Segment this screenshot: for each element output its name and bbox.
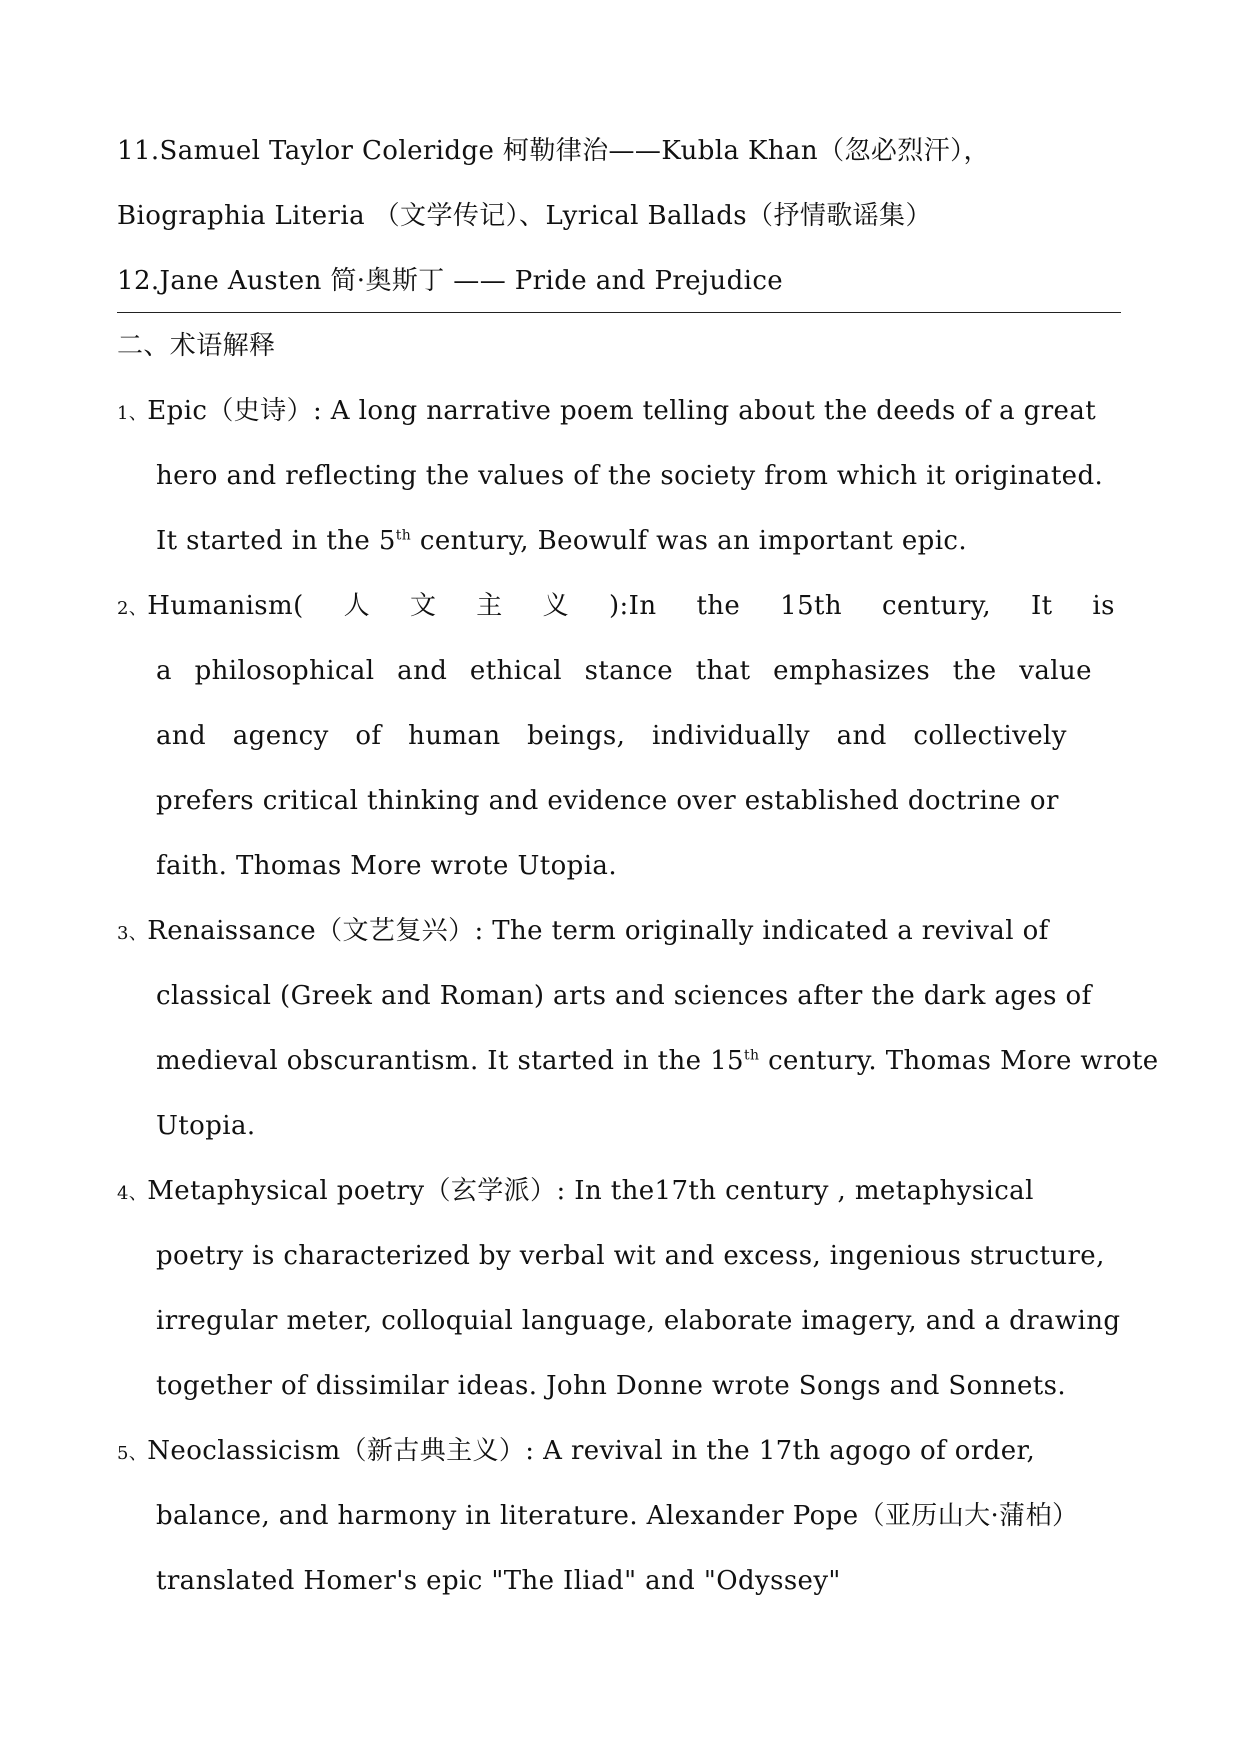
- section-title: 二、术语解释: [117, 331, 276, 361]
- term-humanism-line: faith. Thomas More wrote Utopia.: [156, 851, 617, 881]
- term-text: Renaissance（文艺复兴）: The term originally indicated a revival of: [147, 916, 1049, 946]
- work-item-11-line-1: 11.Samuel Taylor Coleridge 柯勒律治——Kubla Khan（忽必烈汗），: [117, 136, 990, 166]
- term-metaphysical-line: together of dissimilar ideas. John Donne wrote Songs and Sonnets.: [156, 1371, 1067, 1401]
- term-humanism-head: 2、Humanism( 人 文 主 义 ):In the 15th century, It is: [117, 591, 1115, 621]
- term-text: Epic（史诗）: A long narrative poem telling about the deeds of a great: [147, 396, 1097, 426]
- work-item-11-line-2: Biographia Literia （文学传记）、Lyrical Ballads（抒情歌谣集）: [117, 201, 932, 231]
- term-number: 2: [117, 598, 129, 619]
- term-text: Metaphysical poetry（玄学派）: In the17th century , metaphysical: [147, 1176, 1034, 1206]
- term-text: Neoclassicism（新古典主义）: A revival in the 17th agogo of order,: [147, 1436, 1036, 1466]
- term-neoclassicism-head: 5、Neoclassicism（新古典主义）: A revival in the 17th agogo of order,: [117, 1436, 1036, 1466]
- term-humanism-line: and agency of human beings, individually and collectively: [156, 721, 1067, 751]
- term-neoclassicism-line: translated Homer's epic "The Iliad" and "Odyssey": [156, 1566, 841, 1596]
- section-divider: [117, 312, 1121, 313]
- term-number: 5: [117, 1443, 129, 1464]
- term-number: 3: [117, 923, 129, 944]
- term-number: 4: [117, 1183, 129, 1204]
- term-number: 1: [117, 403, 129, 424]
- term-renaissance-line: classical (Greek and Roman) arts and sciences after the dark ages of: [156, 981, 1092, 1011]
- term-metaphysical-line: poetry is characterized by verbal wit and excess, ingenious structure,: [156, 1241, 1105, 1271]
- term-metaphysical-line: irregular meter, colloquial language, elaborate imagery, and a drawing: [156, 1306, 1121, 1336]
- term-renaissance-line: Utopia.: [156, 1111, 256, 1141]
- work-item-12: 12.Jane Austen 简·奥斯丁 —— Pride and Prejudice: [117, 266, 784, 296]
- term-renaissance-line: medieval obscurantism. It started in the 15th century. Thomas More wrote: [156, 1046, 1159, 1076]
- term-humanism-line: a philosophical and ethical stance that emphasizes the value: [156, 656, 1092, 686]
- term-metaphysical-head: 4、Metaphysical poetry（玄学派）: In the17th century , metaphysical: [117, 1176, 1034, 1206]
- term-renaissance-head: 3、Renaissance（文艺复兴）: The term originally indicated a revival of: [117, 916, 1049, 946]
- term-epic-line: hero and reflecting the values of the society from which it originated.: [156, 461, 1104, 491]
- term-neoclassicism-line: balance, and harmony in literature. Alexander Pope（亚历山大·蒲柏）: [156, 1501, 1079, 1531]
- term-humanism-line: prefers critical thinking and evidence over established doctrine or: [156, 786, 1059, 816]
- term-epic-head: 1、Epic（史诗）: A long narrative poem telling about the deeds of a great: [117, 396, 1097, 426]
- term-epic-line: It started in the 5th century, Beowulf was an important epic.: [156, 526, 968, 556]
